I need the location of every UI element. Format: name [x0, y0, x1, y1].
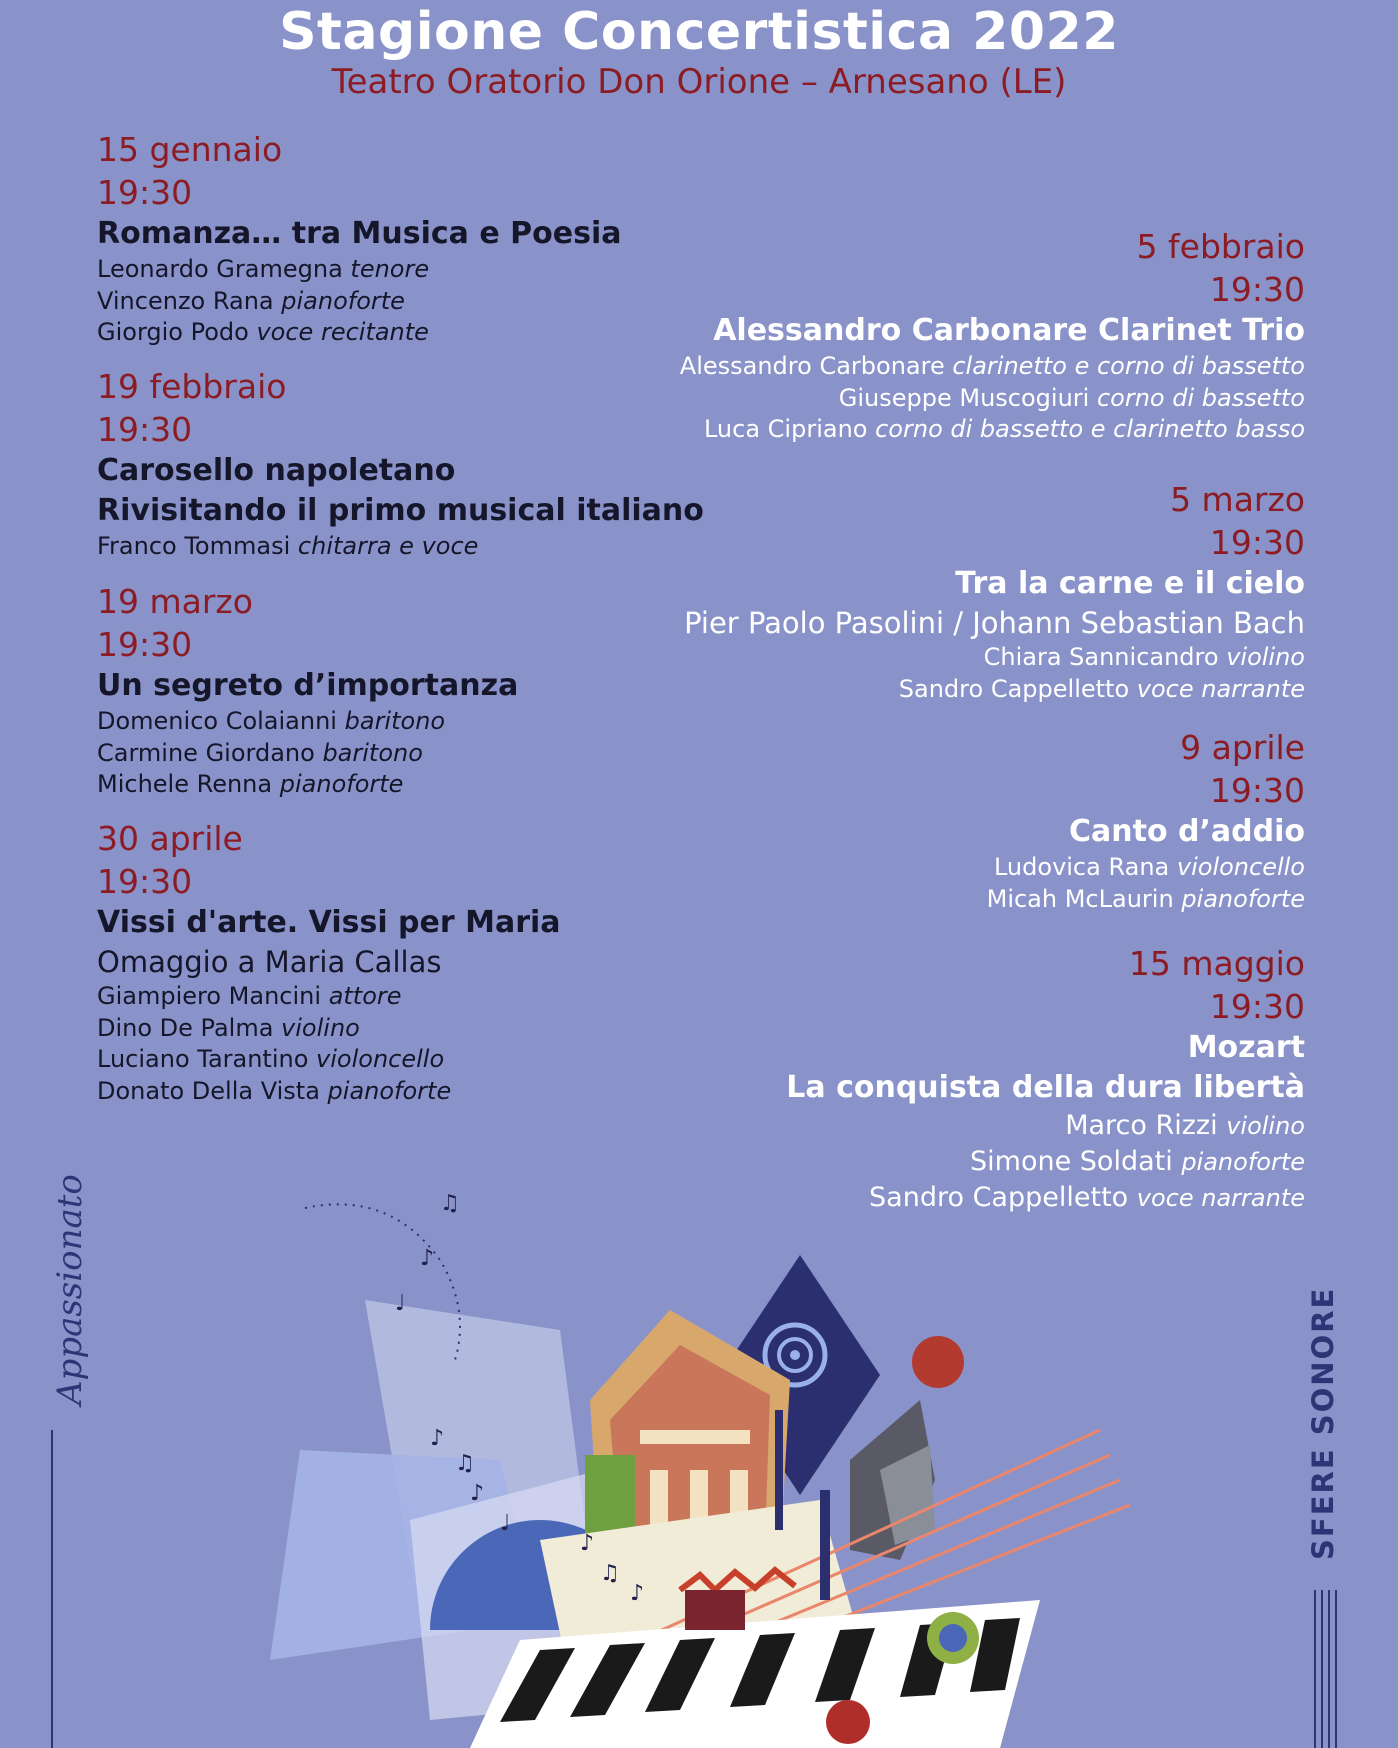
performer-role: baritono: [344, 707, 446, 735]
performer-name: Giampiero Mancini: [97, 982, 322, 1010]
performer-role: pianoforte: [1181, 1148, 1305, 1176]
svg-text:♪: ♪: [430, 1426, 445, 1451]
svg-text:♫: ♫: [455, 1451, 475, 1476]
event-time: 19:30: [1209, 270, 1305, 309]
performer-name: Marco Rizzi: [1065, 1110, 1218, 1141]
svg-text:♪: ♪: [420, 1246, 435, 1271]
performer-name: Alessandro Carbonare: [679, 352, 945, 380]
event-title: Alessandro Carbonare Clarinet Trio: [713, 313, 1305, 348]
event-time: 19:30: [97, 173, 193, 212]
performer-name: Donato Della Vista: [97, 1076, 320, 1105]
appassionato-logo: [40, 1150, 110, 1430]
event-title: Vissi d'arte. Vissi per Maria: [97, 905, 561, 940]
event-time: 19:30: [97, 410, 193, 449]
event-title-line2: Rivisitando il primo musical italiano: [97, 493, 704, 528]
performer-role: violino: [1226, 643, 1305, 671]
performer-name: Giuseppe Muscogiuri: [838, 383, 1090, 412]
performer-role: corno di bassetto: [1096, 383, 1305, 412]
svg-text:♪: ♪: [470, 1481, 485, 1506]
event-time: 19:30: [1209, 987, 1305, 1026]
performer-role: corno di bassetto e clarinetto basso: [875, 415, 1305, 443]
event-time: 19:30: [1209, 523, 1305, 562]
performer-name: Franco Tommasi: [97, 532, 291, 560]
performer-name: Sandro Cappelletto: [869, 1182, 1129, 1213]
svg-text:♫: ♫: [600, 1561, 620, 1586]
event-time: 19:30: [1209, 771, 1305, 810]
performer-name: Domenico Colaianni: [97, 707, 337, 735]
event-title-line2: La conquista della dura libertà: [786, 1070, 1305, 1105]
performer-name: Micah McLaurin: [986, 884, 1174, 913]
event-title: Canto d’addio: [1069, 814, 1305, 849]
event-subtitle: Pier Paolo Pasolini / Johann Sebastian Bach: [684, 606, 1305, 640]
performer-role: pianoforte: [279, 770, 404, 798]
performer-name: Chiara Sannicandro: [983, 643, 1219, 671]
performer-name: Luca Cipriano: [703, 415, 868, 443]
event-date: 30 aprile: [97, 819, 243, 858]
svg-text:♩: ♩: [500, 1511, 511, 1536]
performer-role: tenore: [350, 255, 430, 283]
event-date: 19 marzo: [97, 582, 253, 621]
event-title: Romanza… tra Musica e Poesia: [97, 216, 622, 251]
poster-title: Stagione Concertistica 2022: [279, 2, 1119, 62]
event-date: 5 febbraio: [1136, 227, 1305, 266]
event-subtitle: Omaggio a Maria Callas: [97, 945, 442, 979]
performer-role: pianoforte: [1181, 884, 1305, 913]
performer-role: violino: [281, 1013, 360, 1042]
performer-role: voce narrante: [1136, 674, 1305, 703]
performer-name: Michele Renna: [97, 770, 273, 798]
svg-text:♫: ♫: [440, 1191, 460, 1216]
performer-name: Simone Soldati: [970, 1146, 1173, 1177]
event-date: 15 gennaio: [97, 130, 283, 169]
event-date: 15 maggio: [1128, 944, 1305, 983]
performer-role: voce recitante: [256, 318, 429, 346]
performer-name: Luciano Tarantino: [97, 1045, 309, 1073]
performer-name: Giorgio Podo: [97, 318, 249, 346]
event-time: 19:30: [97, 862, 193, 901]
svg-text:♪: ♪: [580, 1531, 595, 1556]
performer-role: baritono: [322, 738, 423, 767]
event-title: Mozart: [1187, 1030, 1305, 1065]
event-date: 5 marzo: [1170, 480, 1305, 519]
sfere-sonore-logo-text: SFERE SONORE: [1306, 1286, 1340, 1560]
performer-role: violino: [1226, 1112, 1305, 1140]
performer-role: violoncello: [316, 1045, 445, 1073]
performer-role: pianoforte: [281, 286, 405, 315]
event-date: 19 febbraio: [97, 367, 287, 406]
performer-role: chitarra e voce: [297, 532, 479, 560]
sfere-sonore-logo: [1306, 1286, 1346, 1580]
performer-name: Carmine Giordano: [97, 738, 315, 767]
performer-role: pianoforte: [327, 1076, 452, 1105]
event-time: 19:30: [97, 625, 193, 664]
svg-text:♩: ♩: [395, 1291, 406, 1316]
svg-text:♪: ♪: [630, 1581, 645, 1606]
performer-name: Sandro Cappelletto: [898, 674, 1130, 703]
performer-name: Vincenzo Rana: [97, 286, 274, 315]
venue-line: Teatro Oratorio Don Orione – Arnesano (LE): [331, 62, 1067, 102]
performer-role: violoncello: [1176, 853, 1305, 881]
event-title: Tra la carne e il cielo: [955, 566, 1305, 601]
performer-name: Dino De Palma: [97, 1013, 274, 1042]
performer-role: voce narrante: [1136, 1184, 1305, 1212]
performer-role: attore: [328, 982, 402, 1010]
performer-name: Leonardo Gramegna: [97, 255, 343, 283]
performer-name: Ludovica Rana: [993, 853, 1170, 881]
performer-role: clarinetto e corno di bassetto: [952, 352, 1305, 380]
event-date: 9 aprile: [1180, 728, 1305, 767]
appassionato-logo-text: Appassionato: [50, 1174, 90, 1406]
event-title: Un segreto d’importanza: [97, 668, 519, 703]
event-title: Carosello napoletano: [97, 453, 456, 488]
